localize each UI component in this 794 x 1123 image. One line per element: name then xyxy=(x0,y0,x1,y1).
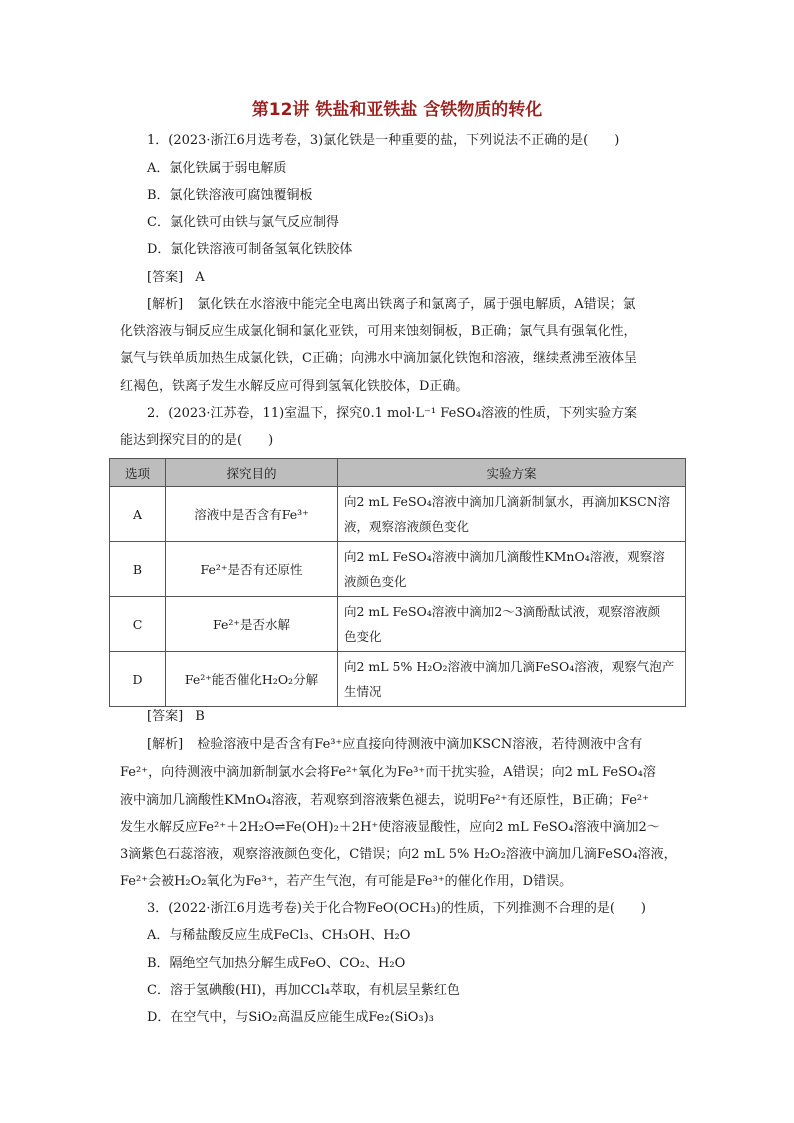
table-cell-purpose: 溶液中是否含有Fe³⁺ xyxy=(166,487,338,542)
q1-analysis-line-2: 化铁溶液与铜反应生成氯化铜和氯化亚铁，可用来蚀刻铜板，B正确；氯气具有强氧化性， xyxy=(120,324,637,339)
q2-analysis-line-2: Fe²⁺，向待测液中滴加新制氯水会将Fe²⁺氧化为Fe³⁺而干扰实验，A错误；向2 mL FeSO₄溶 xyxy=(120,765,656,780)
q1-option-d: D．氯化铁溶液可制备氢氧化铁胶体 xyxy=(147,242,353,257)
plan-line: 向2 mL FeSO₄溶液中滴加几滴新制氯水，再滴加KSCN溶 xyxy=(344,494,671,509)
table-cell-purpose: Fe²⁺能否催化H₂O₂分解 xyxy=(166,652,338,707)
q3-option-d: D．在空气中，与SiO₂高温反应能生成Fe₂(SiO₃)₃ xyxy=(147,1010,434,1025)
q1-option-b: B．氯化铁溶液可腐蚀覆铜板 xyxy=(147,188,313,203)
q1-analysis-line-1 xyxy=(147,295,636,315)
table-cell-purpose: Fe²⁺是否水解 xyxy=(166,597,338,652)
q1-analysis-label: [解析] xyxy=(147,297,184,312)
table-header-row xyxy=(110,459,686,487)
table-cell-option: B xyxy=(110,542,166,597)
q3-option-a: A．与稀盐酸反应生成FeCl₃、CH₃OH、H₂O xyxy=(147,928,411,943)
q3-option-b: B．隔绝空气加热分解生成FeO、CO₂、H₂O xyxy=(147,956,406,971)
q1-stem: 1．(2023·浙江6月选考卷，3)氯化铁是一种重要的盐，下列说法不正确的是( ) xyxy=(147,133,620,148)
q1-option-a: A．氯化铁属于弱电解质 xyxy=(147,161,287,176)
plan-line: 向2 mL FeSO₄溶液中滴加几滴酸性KMnO₄溶液，观察溶 xyxy=(344,549,665,564)
q3-stem: 3．(2022·浙江6月选考卷)关于化合物FeO(OCH₃)的性质，下列推测不合理的是( ) xyxy=(147,901,647,916)
table-cell-purpose: Fe²⁺是否有还原性 xyxy=(166,542,338,597)
q2-analysis-line-3: 液中滴加几滴酸性KMnO₄溶液，若观察到溶液紫色褪去，说明Fe²⁺有还原性，B正确；Fe²⁺ xyxy=(120,793,649,808)
q1-option-c: C．氯化铁可由铁与氯气反应制得 xyxy=(147,215,339,230)
table-cell-plan xyxy=(338,597,686,652)
table-row xyxy=(110,487,686,542)
q2-stem-line-1: 2．(2023·江苏卷，11)室温下，探究0.1 mol·L⁻¹ FeSO₄溶液的性质，下列实验方案 xyxy=(147,406,638,421)
q2-analysis-line-1 xyxy=(147,735,642,755)
q2-analysis-text-1: 检验溶液中是否含有Fe³⁺应直接向待测液中滴加KSCN溶液，若待测液中含有 xyxy=(197,737,643,752)
q2-answer-label: [答案] xyxy=(147,709,184,724)
q2-stem-line-2: 能达到探究目的的是( ) xyxy=(120,433,274,448)
q3-option-c: C．溶于氢碘酸(HI)，再加CCl₄萃取，有机层呈紫红色 xyxy=(147,983,460,998)
table-cell-plan xyxy=(338,487,686,542)
q2-analysis-line-4: 发生水解反应Fe²⁺＋2H₂O⇌Fe(OH)₂＋2H⁺使溶液显酸性，应向2 mL FeSO₄溶液中滴加2～ xyxy=(120,820,660,835)
plan-line: 向2 mL FeSO₄溶液中滴加2～3滴酚酞试液，观察溶液颜 xyxy=(344,604,661,619)
q2-analysis-line-5: 3滴紫色石蕊溶液，观察溶液颜色变化，C错误；向2 mL 5% H₂O₂溶液中滴加几滴FeSO₄溶液， xyxy=(120,847,677,862)
table-row xyxy=(110,597,686,652)
q2-analysis-label: [解析] xyxy=(147,737,184,752)
table-cell-plan xyxy=(338,652,686,707)
table-row xyxy=(110,542,686,597)
plan-line: 生情况 xyxy=(344,684,382,699)
table-row xyxy=(110,652,686,707)
q2-analysis-line-6: Fe²⁺会被H₂O₂氧化为Fe³⁺，若产生气泡，有可能是Fe³⁺的催化作用，D错误。 xyxy=(120,874,573,889)
plan-line: 色变化 xyxy=(344,629,382,644)
q1-answer-label: [答案] xyxy=(147,270,184,285)
q2-answer-value: B xyxy=(195,709,205,724)
table-cell-option: D xyxy=(110,652,166,707)
table-header-option: 选项 xyxy=(110,459,166,487)
q1-analysis-text-1: 氯化铁在水溶液中能完全电离出铁离子和氯离子，属于强电解质，A错误；氯 xyxy=(197,297,636,312)
table-header-plan: 实验方案 xyxy=(338,459,686,487)
table-cell-option: C xyxy=(110,597,166,652)
q1-analysis-line-4: 红褐色，铁离子发生水解反应可得到氢氧化铁胶体，D正确。 xyxy=(120,379,469,394)
table-cell-option: A xyxy=(110,487,166,542)
table-header-purpose: 探究目的 xyxy=(166,459,338,487)
plan-line: 液颜色变化 xyxy=(344,574,407,589)
plan-line: 液，观察溶液颜色变化 xyxy=(344,519,470,534)
experiment-table xyxy=(109,458,686,707)
q2-answer xyxy=(147,707,205,727)
table-cell-plan xyxy=(338,542,686,597)
page-title: 第12讲 铁盐和亚铁盐 含铁物质的转化 xyxy=(251,100,543,120)
plan-line: 向2 mL 5% H₂O₂溶液中滴加几滴FeSO₄溶液，观察气泡产 xyxy=(344,659,675,674)
q1-answer-value: A xyxy=(195,270,205,285)
q1-analysis-line-3: 氯气与铁单质加热生成氯化铁，C正确；向沸水中滴加氯化铁饱和溶液，继续煮沸至液体呈 xyxy=(120,351,637,366)
q1-answer xyxy=(147,268,205,288)
